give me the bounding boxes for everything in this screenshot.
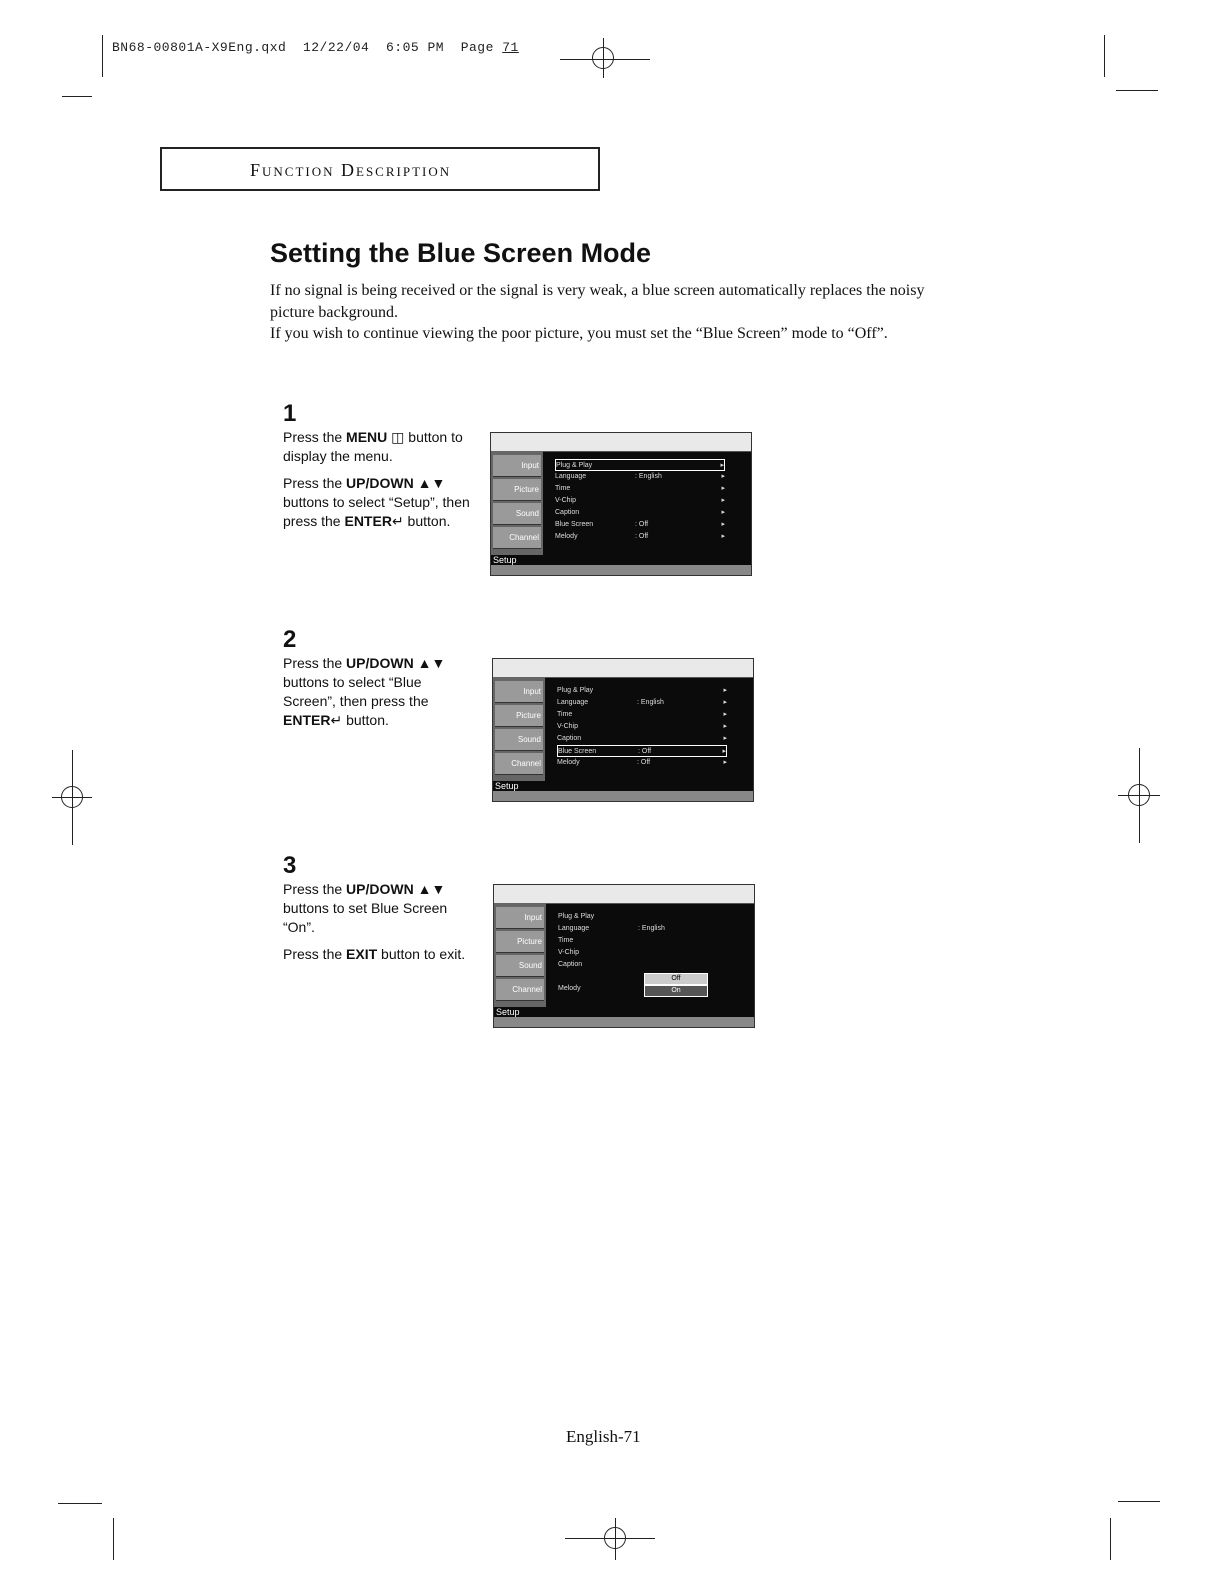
tv-popup-option-off: Off [644, 973, 708, 985]
tv-menu-row: Blue Screen : Off ▸ [555, 521, 725, 528]
intro-text [270, 280, 950, 345]
menu-button-icon: ◫ [387, 429, 405, 445]
slug-date: 12/22/04 [302, 40, 370, 55]
tv-menu-row: Language : English ▸ [555, 473, 725, 480]
crop-mark [1118, 1501, 1160, 1502]
tv-tab: Picture [495, 705, 543, 727]
tv-menu-row: Plug & Play ▸ [555, 459, 725, 471]
tv-menu-top-bar [493, 659, 753, 678]
slug-file: BN68-00801A-X9Eng.qxd [112, 40, 287, 55]
tv-tab: Input [496, 907, 544, 929]
tv-setup-label: Setup [493, 555, 517, 565]
step-paragraph: Press the UP/DOWN ▲▼ buttons to set Blue Screen “On”. [283, 881, 448, 935]
step-instructions [283, 654, 473, 738]
intro-paragraph: If no signal is being received or the signal is very weak, a blue screen automatically replaces the noisy picture background. [270, 282, 925, 321]
crop-mark [102, 35, 103, 77]
tv-tab: Channel [496, 979, 544, 1001]
step-number: 2 [283, 626, 297, 653]
tv-menu-bottom-bar [493, 791, 753, 801]
tv-menu-top-bar [491, 433, 751, 452]
tv-setup-label: Setup [496, 1007, 520, 1017]
tv-menu-row: Caption [558, 961, 583, 968]
slug-page-label: Page [460, 40, 494, 55]
tv-tab: Sound [496, 955, 544, 977]
enter-button-icon: ↵ [330, 712, 343, 728]
section-header-text: Function Description [250, 160, 452, 180]
tv-menu-sidebar [491, 451, 543, 555]
slug-time: 6:05 PM [385, 40, 445, 55]
tv-tab: Channel [495, 753, 543, 775]
tv-tab: Sound [495, 729, 543, 751]
step-paragraph: Press the UP/DOWN ▲▼ buttons to select “Setup”, then press the ENTER↵ button. [283, 475, 470, 529]
tv-tab: Sound [493, 503, 541, 525]
tv-menu-row: Blue Screen : Off ▸ [557, 745, 727, 757]
crop-mark [615, 1518, 616, 1560]
tv-menu-screenshot [492, 658, 754, 802]
step-number: 1 [283, 400, 297, 427]
crop-mark [603, 38, 604, 78]
enter-button-icon: ↵ [391, 513, 404, 529]
tv-menu-sidebar [494, 903, 546, 1007]
tv-menu-row: Plug & Play ▸ [557, 687, 727, 694]
intro-paragraph: If you wish to continue viewing the poor picture, you must set the “Blue Screen” mode to “Off”. [270, 325, 888, 342]
tv-menu-screenshot [493, 884, 755, 1028]
crop-mark [62, 96, 92, 97]
tv-menu-row: Time [558, 937, 574, 944]
tv-menu-bottom-bar [494, 1017, 754, 1027]
registration-mark [1128, 784, 1150, 806]
tv-setup-label: Setup [495, 781, 519, 791]
tv-menu-row: V-Chip ▸ [555, 497, 725, 504]
crop-mark [1110, 1518, 1111, 1560]
tv-menu-row: Melody : Off ▸ [557, 759, 727, 766]
tv-menu-row: Melody [558, 985, 581, 992]
tv-tab: Picture [493, 479, 541, 501]
crop-mark [1116, 90, 1158, 91]
tv-menu-row: Language : English [558, 925, 665, 932]
tv-menu-top-bar [494, 885, 754, 904]
page-footer: English-71 [566, 1427, 641, 1446]
section-header [160, 147, 600, 191]
step-number: 3 [283, 852, 297, 879]
tv-menu-row: Melody : Off ▸ [555, 533, 725, 540]
slug-page-number: 71 [502, 40, 519, 55]
tv-tab: Channel [493, 527, 541, 549]
registration-mark [61, 786, 83, 808]
crop-mark [1104, 35, 1105, 77]
crop-mark [58, 1503, 102, 1504]
step-paragraph: Press the EXIT button to exit. [283, 946, 466, 962]
tv-tab: Picture [496, 931, 544, 953]
tv-menu-row: Caption ▸ [557, 735, 727, 742]
tv-menu-screenshot [490, 432, 752, 576]
tv-tab: Input [493, 455, 541, 477]
tv-menu-row: V-Chip [558, 949, 580, 956]
step-instructions [283, 428, 473, 539]
step-paragraph: Press the MENU ◫ button to display the menu. [283, 429, 463, 464]
tv-menu-row: Time ▸ [557, 711, 727, 718]
print-slug [112, 40, 519, 55]
tv-menu-bottom-bar [491, 565, 751, 575]
crop-mark [113, 1518, 114, 1560]
tv-menu-row: Caption ▸ [555, 509, 725, 516]
tv-menu-row: Time ▸ [555, 485, 725, 492]
tv-menu-row: Plug & Play [558, 913, 595, 920]
tv-menu-row: Language : English ▸ [557, 699, 727, 706]
tv-popup-option-on: On [644, 985, 708, 997]
tv-tab: Input [495, 681, 543, 703]
step-instructions [283, 880, 473, 972]
step-paragraph: Press the UP/DOWN ▲▼ buttons to select “Blue Screen”, then press the ENTER↵ button. [283, 655, 446, 728]
tv-menu-sidebar [493, 677, 545, 781]
tv-menu-row: V-Chip ▸ [557, 723, 727, 730]
page-title: Setting the Blue Screen Mode [270, 238, 652, 268]
